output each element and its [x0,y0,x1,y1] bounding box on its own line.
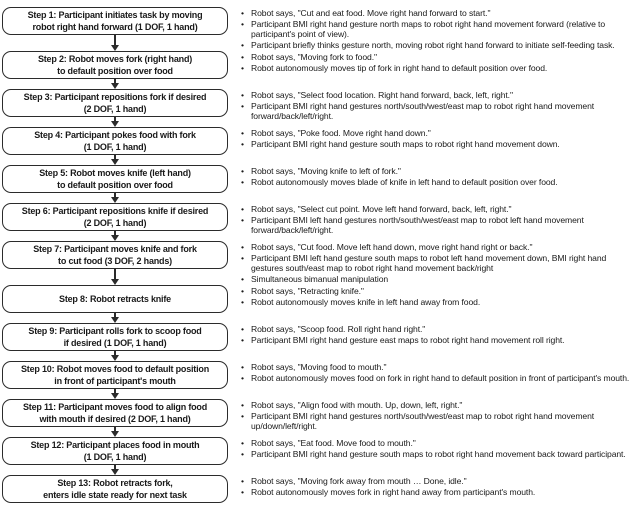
bullet-dot-icon: • [241,449,244,459]
bullet-text: Robot says, "Moving fork to food." [251,52,377,62]
step-9-box [2,323,228,351]
bullet-item [241,487,638,497]
step-box-label-line: to default position over food [57,180,173,190]
bullet-dot-icon: • [241,411,244,421]
down-arrow-icon [2,231,228,241]
step-row-8 [2,285,640,323]
step-notes-list [228,399,640,437]
flowchart-column-cell [2,51,228,89]
step-row-6 [2,203,640,241]
step-box-label-line: Step 11: Participant moves food to align food [22,402,208,412]
step-11-box [2,399,228,427]
step-notes-list [228,51,640,89]
step-row-9 [2,323,640,361]
bullet-item [241,253,638,273]
bullet-dot-icon: • [241,128,244,138]
bullet-item [241,335,638,345]
bullet-dot-icon: • [241,177,244,187]
down-arrow-icon [2,351,228,361]
bullet-dot-icon: • [241,40,244,50]
bullet-item [241,52,638,62]
bullet-dot-icon: • [241,166,244,176]
step-box-label-line: Step 5: Robot moves knife (left hand) [39,168,191,178]
step-notes-list [228,323,640,361]
step-box-label-line: Step 9: Participant rolls fork to scoop food [28,326,202,336]
step-6-box [2,203,228,231]
flowchart-column-cell [2,399,228,437]
step-box-label-line: Step 4: Participant pokes food with fork [34,130,196,140]
bullet-dot-icon: • [241,204,244,214]
flowchart-rows [2,7,640,513]
bullet-item [241,297,638,307]
bullet-item [241,438,638,448]
bullet-item [241,177,638,187]
bullet-item [241,40,638,50]
step-notes-list [228,127,640,165]
step-row-4 [2,127,640,165]
flowchart-column-cell [2,165,228,203]
bullet-text: Simultaneous bimanual manipulation [251,274,389,284]
bullet-dot-icon: • [241,242,244,252]
bullet-dot-icon: • [241,139,244,149]
step-row-12 [2,437,640,475]
flowchart-column-cell [2,437,228,475]
bullet-item [241,362,638,372]
step-row-1 [2,7,640,51]
bullet-text: Robot autonomously moves food on fork in right hand to default position in front of participant's mouth. [251,373,630,383]
flowchart-column-cell [2,89,228,127]
bullet-dot-icon: • [241,52,244,62]
bullet-dot-icon: • [241,274,244,284]
bullet-text: Participant BMI right hand gesture north maps to robot right hand movement forward (relative to participant's point of view). [251,19,606,39]
step-box-label-line: with mouth if desired (2 DOF, 1 hand) [39,414,191,424]
bullet-item [241,63,638,73]
bullet-dot-icon: • [241,373,244,383]
step-box-label-line: Step 1: Participant initiates task by moving [27,10,203,20]
flowchart-column-cell [2,127,228,165]
bullet-dot-icon: • [241,101,244,111]
step-box-label-line: in front of participant's mouth [54,376,176,386]
bullet-item [241,286,638,296]
bullet-text: Robot autonomously moves knife in left hand away from food. [251,297,481,307]
bullet-dot-icon: • [241,63,244,73]
step-box-label-line: to cut food (3 DOF, 2 hands) [58,256,172,266]
down-arrow-icon [2,193,228,203]
step-12-box [2,437,228,465]
step-box-label-line: Step 10: Robot moves food to default position [21,364,209,374]
down-arrow-icon [2,155,228,165]
bullet-item [241,204,638,214]
arrow-shaft [114,35,116,45]
flowchart-column-cell [2,203,228,241]
bullet-item [241,90,638,100]
step-row-7 [2,241,640,285]
step-notes-list [228,203,640,241]
flowchart-column-cell [2,475,228,513]
bullet-dot-icon: • [241,335,244,345]
step-box-label-line: Step 7: Participant moves knife and fork [33,244,197,254]
bullet-text: Robot says, "Cut food. Move left hand down, move right hand right or back." [251,242,533,252]
bullet-dot-icon: • [241,19,244,29]
step-notes-list [228,475,640,513]
bullet-item [241,242,638,252]
bullet-dot-icon: • [241,297,244,307]
bullet-text: Robot says, "Retracting knife." [251,286,364,296]
bullet-text: Robot says, "Moving fork away from mouth … Done, idle." [251,476,467,486]
step-box-label-line: Step 13: Robot retracts fork, [57,478,173,488]
step-box-label-line: to default position over food [57,66,173,76]
bullet-dot-icon: • [241,253,244,263]
down-arrow-icon [2,465,228,475]
down-arrow-icon [2,35,228,51]
bullet-text: Participant BMI left hand gesture south maps to robot left hand movement down, BMI right hand gestures south/east map to robot right hand movement back/right [251,253,607,273]
bullet-item [241,449,638,459]
bullet-dot-icon: • [241,324,244,334]
bullet-text: Participant BMI right hand gestures north/south/west/east map to robot right hand movement forward/back/left/right. [251,101,595,121]
bullet-item [241,139,638,149]
bullet-item [241,373,638,383]
step-box-label-line: Step 2: Robot moves fork (right hand) [37,54,193,64]
step-13-box [2,475,228,503]
bullet-text: Robot says, "Select cut point. Move left hand forward, back, left, right." [251,204,512,214]
bullet-item [241,128,638,138]
bullet-item [241,19,638,39]
bullet-item [241,215,638,235]
step-row-11 [2,399,640,437]
step-2-box [2,51,228,79]
step-notes-list [228,7,640,51]
bullet-item [241,400,638,410]
step-row-2 [2,51,640,89]
bullet-text: Participant BMI left hand gestures north/south/west/east map to robot left hand movement forward/back/left/right. [251,215,584,235]
bullet-dot-icon: • [241,8,244,18]
down-arrow-icon [2,269,228,285]
bullet-item [241,166,638,176]
bullet-text: Robot autonomously moves tip of fork in right hand to default position over food. [251,63,548,73]
bullet-item [241,476,638,486]
step-box-label-line: Step 12: Participant places food in mouth [30,440,200,450]
step-box-label-line: enters idle state ready for next task [43,490,187,500]
step-1-box [2,7,228,35]
arrow-shaft [114,269,116,279]
bullet-text: Robot autonomously moves blade of knife in left hand to default position over food. [251,177,558,187]
step-box-label-line: Step 3: Participant repositions fork if desired [23,92,207,102]
step-row-3 [2,89,640,127]
step-notes-list [228,241,640,285]
step-notes-list [228,437,640,475]
step-row-10 [2,361,640,399]
step-notes-list [228,285,640,323]
bullet-text: Robot says, "Moving knife to left of fork." [251,166,401,176]
step-7-box [2,241,228,269]
down-arrow-icon [2,117,228,127]
flowchart-column-cell [2,323,228,361]
bullet-text: Participant BMI right hand gesture east maps to robot right hand movement roll right. [251,335,565,345]
bullet-text: Robot autonomously moves fork in right hand away from participant's mouth. [251,487,536,497]
step-box-label-line: Step 6: Participant repositions knife if desired [21,206,209,216]
bullet-dot-icon: • [241,476,244,486]
bullet-text: Robot says, "Cut and eat food. Move right hand forward to start." [251,8,491,18]
down-arrow-icon [2,427,228,437]
bullet-item [241,8,638,18]
bullet-text: Participant BMI right hand gesture south maps to robot right hand movement down. [251,139,560,149]
bullet-item [241,274,638,284]
step-5-box [2,165,228,193]
step-row-13 [2,475,640,513]
bullet-item [241,411,638,431]
down-arrow-icon [2,313,228,323]
step-row-5 [2,165,640,203]
bullet-dot-icon: • [241,90,244,100]
flowchart-column-cell [2,285,228,323]
bullet-item [241,324,638,334]
step-box-label-line: (1 DOF, 1 hand) [83,142,147,152]
bullet-text: Participant briefly thinks gesture north, moving robot right hand forward to initiate self-feeding task. [251,40,615,50]
down-arrow-icon [2,79,228,89]
step-notes-list [228,361,640,399]
step-box-label-line: robot right hand forward (1 DOF, 1 hand) [32,22,198,32]
step-notes-list [228,165,640,203]
bullet-item [241,101,638,121]
bullet-dot-icon: • [241,286,244,296]
bullet-text: Robot says, "Scoop food. Roll right hand right." [251,324,426,334]
bullet-dot-icon: • [241,487,244,497]
step-box-label-line: (2 DOF, 1 hand) [83,104,147,114]
step-notes-list [228,89,640,127]
flowchart-column-cell [2,241,228,285]
bullet-dot-icon: • [241,400,244,410]
bullet-text: Participant BMI right hand gestures north/south/west/east map to robot right hand movement up/down/left/right. [251,411,595,431]
down-arrow-icon [2,389,228,399]
bullet-text: Robot says, "Align food with mouth. Up, down, left, right." [251,400,463,410]
bullet-text: Robot says, "Eat food. Move food to mouth." [251,438,416,448]
step-box-label-line: if desired (1 DOF, 1 hand) [63,338,167,348]
step-3-box [2,89,228,117]
step-box-label-line: Step 8: Robot retracts knife [59,294,171,304]
step-box-label-line: (1 DOF, 1 hand) [83,452,147,462]
bullet-dot-icon: • [241,215,244,225]
step-8-box [2,285,228,313]
step-4-box [2,127,228,155]
bullet-text: Robot says, "Moving food to mouth." [251,362,387,372]
bullet-text: Participant BMI right hand gesture south maps to robot right hand movement back toward participant. [251,449,626,459]
step-box-label-line: (2 DOF, 1 hand) [83,218,147,228]
bullet-dot-icon: • [241,362,244,372]
flowchart-column-cell [2,361,228,399]
step-10-box [2,361,228,389]
bullet-text: Robot says, "Poke food. Move right hand down." [251,128,431,138]
bullet-dot-icon: • [241,438,244,448]
bullet-text: Robot says, "Select food location. Right hand forward, back, left, right." [251,90,513,100]
flowchart-column-cell [2,7,228,51]
